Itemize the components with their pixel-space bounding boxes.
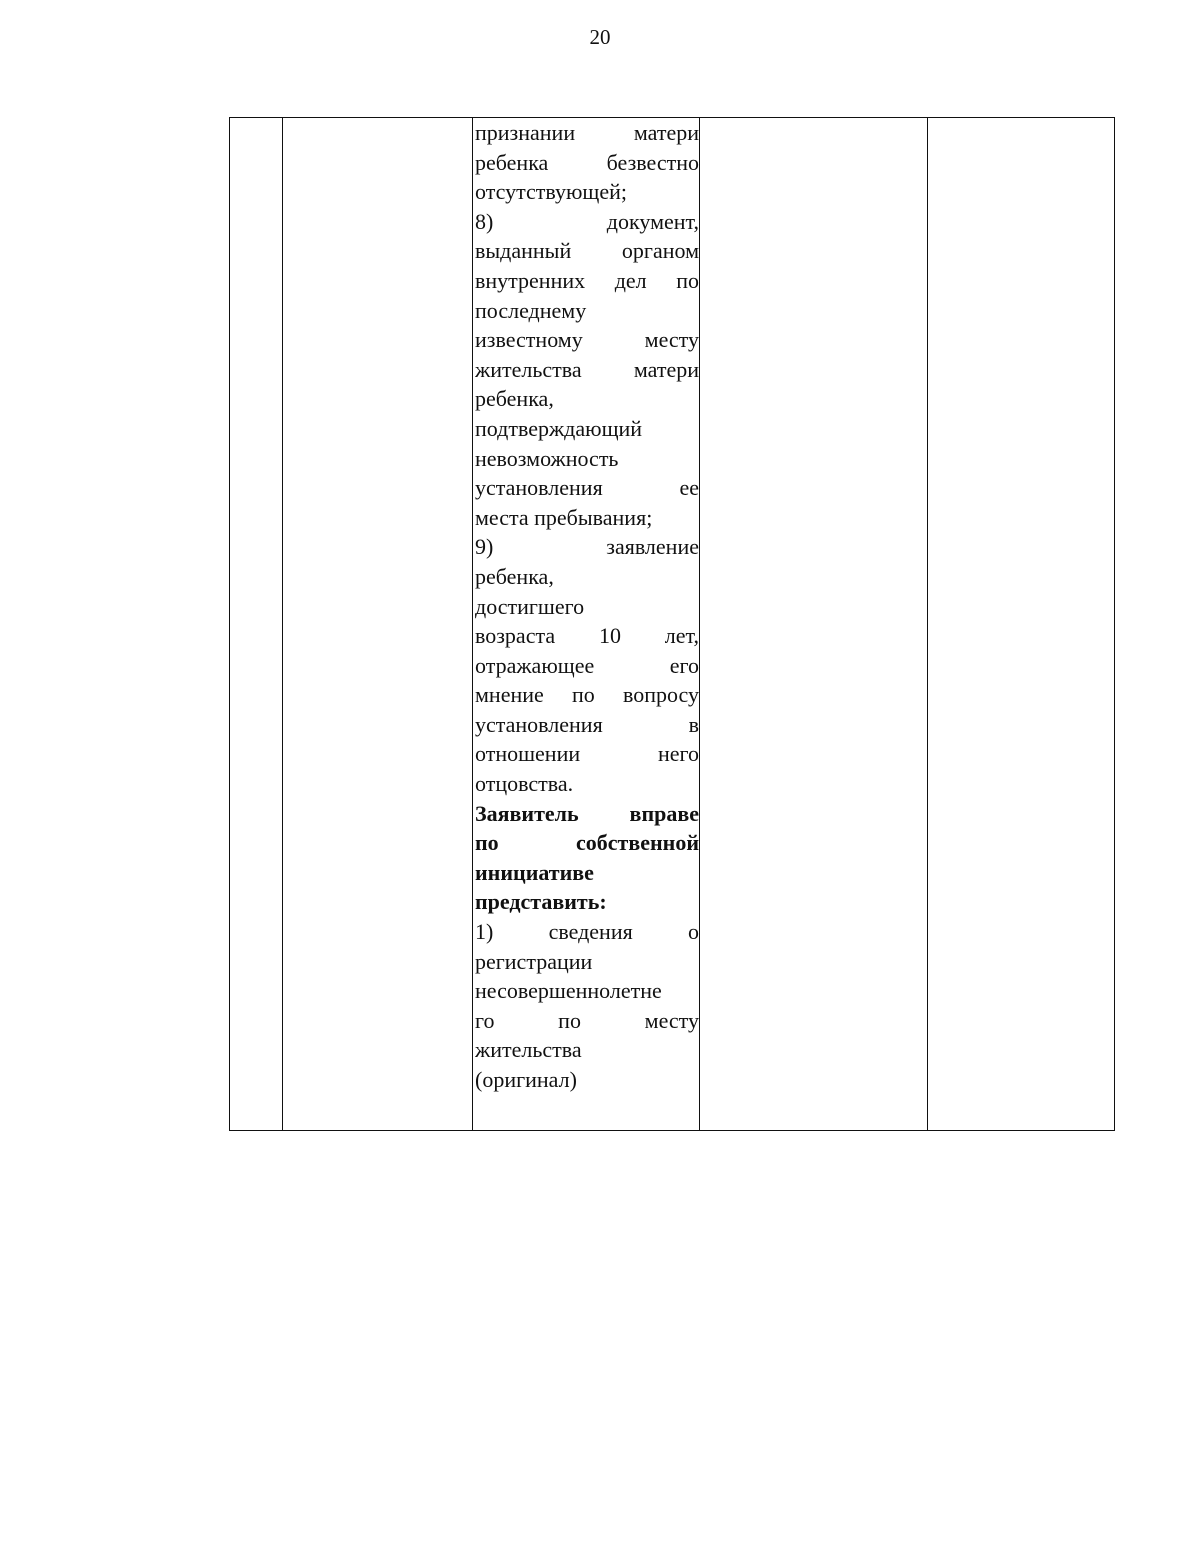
table-cell-empty-2 bbox=[283, 118, 473, 1131]
text-line: жительства bbox=[475, 1037, 582, 1063]
text-line: по собственной bbox=[475, 830, 699, 856]
table-cell-empty-4 bbox=[700, 118, 928, 1131]
text-line: отсутствующей; bbox=[475, 179, 627, 205]
text-line: установления в bbox=[475, 711, 699, 737]
text-line: отношении него bbox=[475, 741, 699, 767]
text-line: места пребывания; bbox=[475, 504, 653, 530]
text-line: го по месту bbox=[475, 1007, 699, 1033]
text-line: внутренних дел по bbox=[475, 267, 699, 293]
text-line: ребенка, bbox=[475, 386, 554, 412]
document-table bbox=[229, 117, 1115, 1131]
text-line: установления ее bbox=[475, 475, 699, 501]
text-line: достигшего bbox=[475, 593, 585, 619]
text-line: подтверждающий bbox=[475, 415, 643, 441]
table-row bbox=[230, 118, 1115, 1131]
text-line: несовершеннолетне bbox=[475, 978, 662, 1004]
text-line: инициативе bbox=[475, 859, 594, 885]
page-number: 20 bbox=[589, 25, 611, 49]
table-cell-empty-5 bbox=[928, 118, 1115, 1131]
text-line: ребенка, bbox=[475, 563, 554, 589]
text-line: (оригинал) bbox=[475, 1067, 577, 1092]
text-line: ребенка безвестно bbox=[475, 149, 699, 175]
text-line: признании матери bbox=[475, 120, 699, 145]
text-line: жительства матери bbox=[475, 356, 699, 382]
table-cell-empty-1 bbox=[230, 118, 283, 1131]
text-line: 9) заявление bbox=[475, 534, 699, 560]
text-line: выданный органом bbox=[475, 238, 699, 264]
text-line: регистрации bbox=[475, 948, 593, 974]
text-line: отражающее его bbox=[475, 652, 699, 678]
text-line: Заявитель вправе bbox=[475, 800, 699, 826]
text-line: известному месту bbox=[475, 327, 699, 353]
table-cell-documents bbox=[473, 118, 700, 1131]
text-line: 8) документ, bbox=[475, 208, 699, 234]
text-line: возраста 10 лет, bbox=[475, 623, 699, 649]
text-line: мнение по вопросу bbox=[475, 682, 699, 708]
text-line: 1) сведения о bbox=[475, 919, 699, 945]
text-line: представить: bbox=[475, 889, 607, 915]
text-line: последнему bbox=[475, 297, 587, 323]
text-line: отцовства. bbox=[475, 771, 574, 797]
documents-text bbox=[475, 118, 699, 1095]
text-line: невозможность bbox=[475, 445, 619, 471]
